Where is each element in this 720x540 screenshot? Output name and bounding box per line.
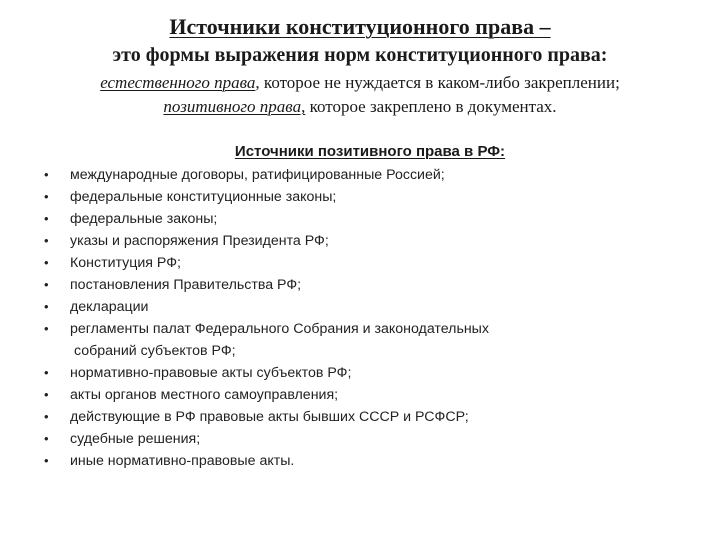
list-item-text: иные нормативно-правовые акты. xyxy=(70,453,295,469)
list-item xyxy=(0,252,720,274)
list-item-text: акты органов местного самоуправления; xyxy=(70,387,339,403)
list-item-text: международные договоры, ратифицированные Россией; xyxy=(70,167,445,183)
page-title: Источники конституционного права – xyxy=(169,14,551,39)
list-item-text: судебные решения; xyxy=(70,431,201,447)
list-item xyxy=(0,296,720,318)
list-heading: Источники позитивного права в РФ: xyxy=(234,143,506,160)
bullet-icon: • xyxy=(44,387,49,402)
list-item xyxy=(0,208,720,230)
bullet-icon: • xyxy=(44,409,49,424)
list-item xyxy=(0,318,720,362)
bullet-icon: • xyxy=(44,321,49,336)
list-item xyxy=(0,274,720,296)
list-item xyxy=(0,406,720,428)
definition-positive-law xyxy=(0,97,720,117)
definition-natural-law xyxy=(0,73,720,93)
list-item xyxy=(0,384,720,406)
bullet-icon: • xyxy=(44,453,49,468)
list-item xyxy=(0,450,720,472)
list-item-text: регламенты палат Федерального Собрания и законодательных xyxy=(70,321,489,337)
list-item xyxy=(0,362,720,384)
list-item-text: федеральные конституционные законы; xyxy=(70,189,337,205)
bullet-icon: • xyxy=(44,255,49,270)
list-item-continuation: собраний субъектов РФ; xyxy=(74,343,236,359)
page-subtitle: это формы выражения норм конституционного права: xyxy=(112,44,608,66)
list-item xyxy=(0,428,720,450)
definition-positive-law-text: которое закреплено в документах. xyxy=(305,97,557,116)
bullet-icon: • xyxy=(44,233,49,248)
list-item-text: действующие в РФ правовые акты бывших СССР и РСФСР; xyxy=(70,409,469,425)
list-item xyxy=(0,164,720,186)
sources-list xyxy=(0,164,720,472)
term-positive-law: позитивного права, xyxy=(163,97,306,116)
definition-natural-law-text: , которое не нуждается в каком-либо закреплении; xyxy=(255,73,620,92)
list-item-text: федеральные законы; xyxy=(70,211,218,227)
bullet-icon: • xyxy=(44,189,49,204)
list-item-text: нормативно-правовые акты субъектов РФ; xyxy=(70,365,352,381)
list-item xyxy=(0,186,720,208)
list-item-text: постановления Правительства РФ; xyxy=(70,277,302,293)
term-natural-law: естественного права xyxy=(100,73,256,92)
list-item-text: указы и распоряжения Президента РФ; xyxy=(70,233,329,249)
list-item-text: декларации xyxy=(70,299,149,315)
bullet-icon: • xyxy=(44,365,49,380)
bullet-icon: • xyxy=(44,299,49,314)
bullet-icon: • xyxy=(44,211,49,226)
bullet-icon: • xyxy=(44,277,49,292)
bullet-icon: • xyxy=(44,167,49,182)
list-item xyxy=(0,230,720,252)
list-item-text: Конституция РФ; xyxy=(70,255,181,271)
bullet-icon: • xyxy=(44,431,49,446)
